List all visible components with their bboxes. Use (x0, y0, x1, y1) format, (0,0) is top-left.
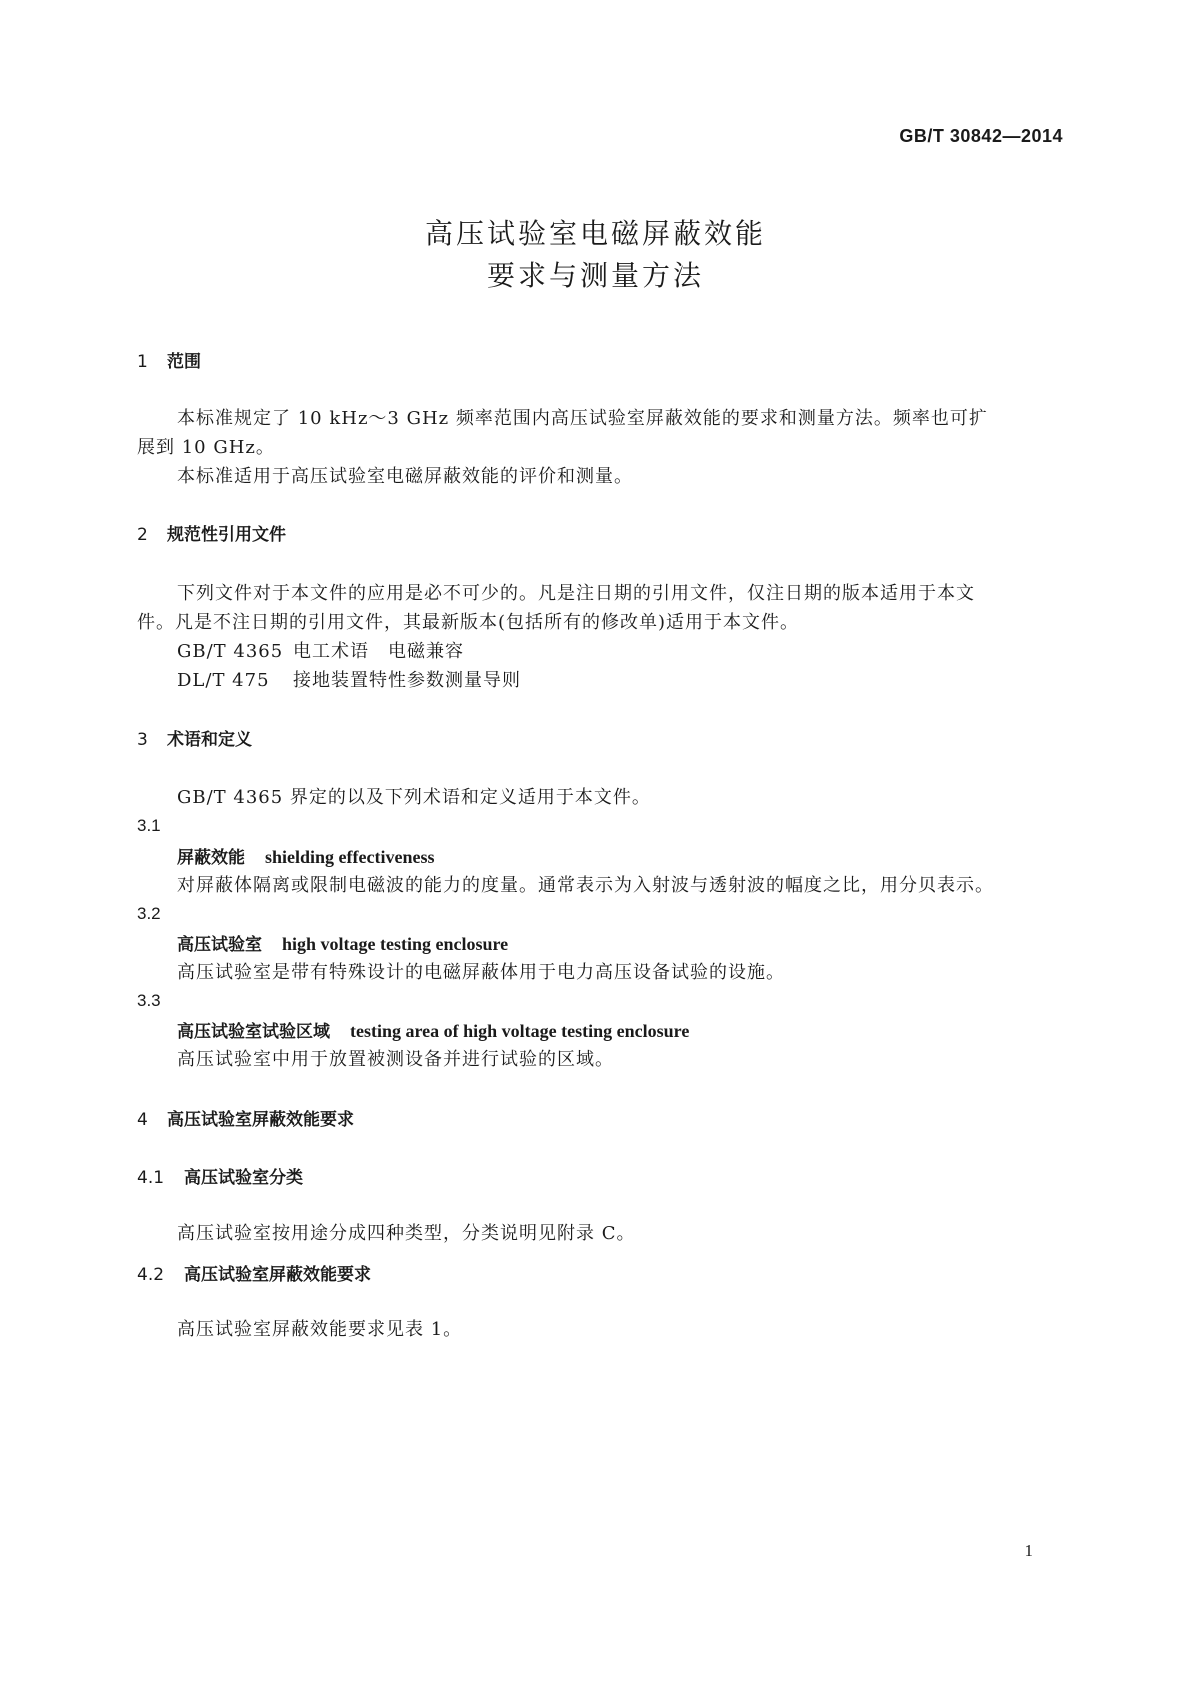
subsection-title: 高压试验室屏蔽效能要求 (184, 1265, 371, 1285)
title-line-1: 高压试验室电磁屏蔽效能 (424, 217, 766, 250)
term-english: testing area of high voltage testing enclosure (350, 1021, 690, 1041)
paragraph: 高压试验室屏蔽效能要求见表 1。 (177, 1319, 463, 1340)
normative-reference (177, 666, 521, 692)
title-line-2: 要求与测量方法 (486, 259, 704, 292)
paragraph: 展到 10 GHz。 (137, 437, 275, 458)
paragraph: 下列文件对于本文件的应用是必不可少的。凡是注日期的引用文件，仅注日期的版本适用于本文 (177, 583, 975, 604)
term-english: shielding effectiveness (265, 847, 435, 867)
page-number: 1 (1024, 1541, 1033, 1560)
section-4-heading (137, 1105, 354, 1130)
reference-title: 接地装置特性参数测量导则 (293, 670, 521, 691)
section-3-heading (137, 725, 252, 750)
paragraph: 高压试验室按用途分成四种类型，分类说明见附录 C。 (177, 1223, 636, 1244)
section-number: 4 (137, 1110, 148, 1130)
normative-reference (177, 637, 464, 663)
section-number: 2 (137, 525, 148, 545)
paragraph: 本标准规定了 10 kHz～3 GHz 频率范围内高压试验室屏蔽效能的要求和测量方法。频率也可扩 (177, 408, 988, 429)
term-definition: 高压试验室中用于放置被测设备并进行试验的区域。 (177, 1049, 614, 1070)
section-number: 1 (137, 352, 148, 372)
paragraph: 本标准适用于高压试验室电磁屏蔽效能的评价和测量。 (177, 466, 633, 487)
subsection-title: 高压试验室分类 (184, 1168, 303, 1188)
paragraph: 件。凡是不注日期的引用文件，其最新版本(包括所有的修改单)适用于本文件。 (137, 612, 800, 633)
section-title: 范围 (167, 352, 201, 372)
term-english: high voltage testing enclosure (282, 934, 509, 954)
reference-code: DL/T 475 (177, 670, 270, 691)
section-title: 术语和定义 (167, 730, 252, 750)
term-entry (177, 930, 508, 955)
term-chinese: 高压试验室 (177, 935, 262, 955)
standard-code: GB/T 30842—2014 (899, 126, 1063, 146)
term-entry (177, 1017, 689, 1042)
subsection-4-1-heading (137, 1163, 303, 1188)
reference-title: 电工术语 电磁兼容 (293, 641, 464, 662)
term-number: 3.3 (137, 991, 161, 1010)
section-1-heading (137, 347, 201, 372)
term-definition: 对屏蔽体隔离或限制电磁波的能力的度量。通常表示为入射波与透射波的幅度之比，用分贝表示。 (177, 875, 994, 896)
subsection-4-2-heading (137, 1260, 371, 1285)
term-chinese: 屏蔽效能 (177, 848, 245, 868)
section-title: 规范性引用文件 (167, 525, 286, 545)
term-definition: 高压试验室是带有特殊设计的电磁屏蔽体用于电力高压设备试验的设施。 (177, 962, 785, 983)
term-number: 3.1 (137, 816, 161, 835)
section-2-heading (137, 520, 286, 545)
subsection-number: 4.2 (137, 1265, 165, 1285)
term-number: 3.2 (137, 904, 161, 923)
reference-code: GB/T 4365 (177, 641, 284, 662)
subsection-number: 4.1 (137, 1168, 165, 1188)
term-chinese: 高压试验室试验区域 (177, 1022, 330, 1042)
paragraph: GB/T 4365 界定的以及下列术语和定义适用于本文件。 (177, 787, 651, 808)
term-entry (177, 843, 434, 868)
section-number: 3 (137, 730, 148, 750)
section-title: 高压试验室屏蔽效能要求 (167, 1110, 354, 1130)
